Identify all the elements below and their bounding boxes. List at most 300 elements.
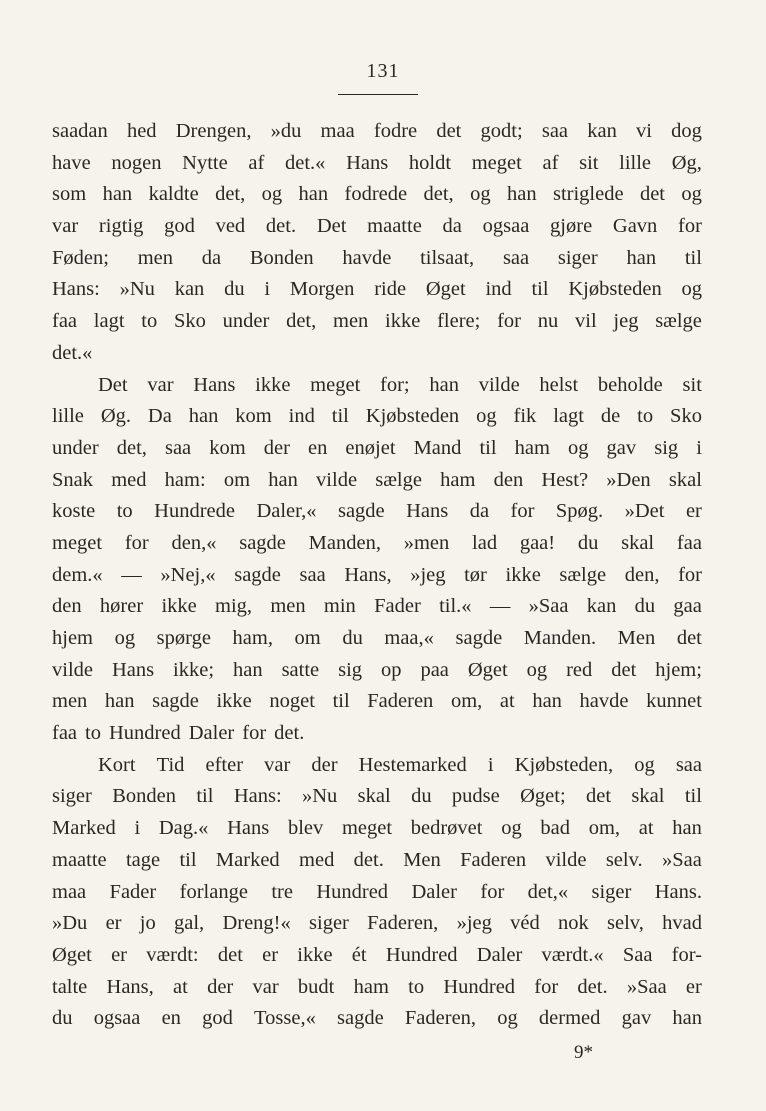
word: det bbox=[217, 943, 243, 966]
word: med bbox=[111, 468, 147, 491]
word: Øget bbox=[425, 278, 466, 301]
word: det.« bbox=[284, 151, 326, 174]
word: han bbox=[298, 183, 329, 206]
word: sagde bbox=[152, 690, 199, 713]
word: om, bbox=[450, 690, 483, 713]
word: »Nej,« bbox=[160, 563, 216, 586]
word: saa bbox=[164, 436, 192, 459]
word: han bbox=[104, 690, 135, 713]
word: »Nu bbox=[302, 785, 338, 808]
word: to bbox=[116, 500, 133, 523]
word: med bbox=[299, 848, 335, 871]
text-line bbox=[52, 908, 702, 940]
word: Hundred bbox=[385, 943, 458, 966]
word: Øg, bbox=[671, 151, 702, 174]
word: er bbox=[685, 500, 702, 523]
word: Dreng!« bbox=[222, 912, 291, 935]
word: gav bbox=[621, 1007, 652, 1030]
word: tage bbox=[125, 848, 161, 871]
word: Hundrede bbox=[154, 500, 235, 523]
word: sagde bbox=[239, 531, 286, 554]
word: god bbox=[164, 215, 195, 238]
word: bad bbox=[540, 817, 570, 840]
word: under bbox=[52, 436, 99, 459]
word: Hans, bbox=[106, 975, 154, 998]
word: han bbox=[268, 468, 298, 491]
word: Fader bbox=[374, 595, 421, 618]
word: ogsaa bbox=[93, 1007, 141, 1030]
text-line bbox=[52, 243, 702, 275]
text-line bbox=[52, 306, 702, 338]
word: hed bbox=[126, 120, 157, 142]
word: det. bbox=[353, 848, 384, 871]
word: sælge bbox=[375, 468, 422, 491]
word: er bbox=[111, 943, 128, 966]
word: rigtig bbox=[98, 215, 144, 238]
word: og bbox=[261, 183, 283, 206]
word: Nytte bbox=[182, 151, 228, 174]
word: »du bbox=[270, 120, 302, 142]
text-line bbox=[52, 718, 702, 750]
word: og bbox=[567, 436, 589, 459]
word: skal bbox=[631, 785, 665, 808]
word: Marked bbox=[52, 817, 116, 840]
word: red bbox=[566, 658, 593, 681]
word: hvad bbox=[662, 912, 702, 935]
word: striglede bbox=[552, 183, 624, 206]
word: Faderen bbox=[367, 690, 434, 713]
word: til bbox=[531, 278, 549, 301]
word: sig bbox=[654, 436, 679, 459]
word: maa bbox=[320, 120, 355, 142]
word: »Nu bbox=[119, 278, 155, 301]
word: Hans: bbox=[233, 785, 282, 808]
word: ikke bbox=[385, 310, 421, 333]
word: han bbox=[506, 183, 537, 206]
word: det. bbox=[274, 722, 305, 745]
word: meget bbox=[471, 151, 522, 174]
word: ind bbox=[288, 405, 315, 428]
word: Spøg. bbox=[555, 500, 604, 523]
word: meget bbox=[310, 373, 361, 396]
word: til bbox=[196, 785, 214, 808]
word: det bbox=[676, 627, 702, 649]
word: det bbox=[639, 183, 665, 206]
word: under bbox=[222, 310, 270, 333]
word: du bbox=[52, 1007, 73, 1030]
word: sit bbox=[682, 373, 702, 396]
word: Bonden bbox=[249, 246, 314, 269]
word: havde bbox=[579, 690, 629, 713]
word: for bbox=[534, 975, 559, 998]
word: gaa! bbox=[519, 531, 556, 554]
word: var bbox=[52, 215, 79, 238]
word: ikke bbox=[216, 690, 252, 713]
word: til bbox=[684, 246, 702, 269]
word: maa bbox=[52, 880, 87, 903]
word: Hans. bbox=[654, 880, 702, 903]
word: Dag.« bbox=[158, 817, 209, 840]
word: skal bbox=[621, 531, 655, 554]
word: ikke bbox=[297, 943, 333, 966]
word: helst bbox=[539, 373, 579, 396]
text-line bbox=[52, 338, 702, 370]
word: Kjøbsteden bbox=[568, 278, 662, 301]
text-line bbox=[52, 401, 702, 433]
word: kom bbox=[235, 405, 272, 428]
word: han bbox=[672, 817, 702, 840]
word: og bbox=[476, 405, 497, 428]
word: Det bbox=[316, 215, 347, 238]
word: Tosse,« bbox=[254, 1007, 316, 1030]
word: skal bbox=[668, 468, 702, 491]
word: værdt.« bbox=[541, 943, 604, 966]
word: to bbox=[141, 310, 158, 333]
word: sagde bbox=[337, 500, 385, 523]
word: Hundred bbox=[108, 722, 181, 745]
word: i bbox=[487, 753, 494, 776]
word: var bbox=[252, 975, 279, 998]
word: have bbox=[52, 151, 91, 174]
word: Øget bbox=[52, 943, 92, 966]
word: det, bbox=[423, 183, 454, 206]
word: skal bbox=[357, 785, 391, 808]
word: saa bbox=[502, 246, 530, 269]
text-line bbox=[52, 433, 702, 465]
word: Manden, bbox=[308, 531, 381, 554]
word: ogsaa bbox=[482, 215, 530, 238]
word: det, bbox=[215, 183, 246, 206]
word: Saa bbox=[622, 943, 653, 966]
word: men bbox=[52, 690, 88, 713]
word: er bbox=[262, 943, 279, 966]
word: nogen bbox=[111, 151, 162, 174]
word: som bbox=[52, 183, 87, 206]
word: »jeg bbox=[456, 912, 492, 935]
word: tre bbox=[271, 880, 293, 903]
word: var bbox=[264, 753, 291, 776]
word: en bbox=[161, 1007, 181, 1030]
word: »men bbox=[403, 531, 450, 554]
word: for bbox=[480, 880, 505, 903]
word: tilsaat, bbox=[420, 246, 475, 269]
word: gjøre bbox=[550, 215, 593, 238]
word: siger bbox=[52, 785, 92, 808]
word: den bbox=[52, 595, 82, 618]
word: sagde bbox=[455, 627, 503, 649]
word: for- bbox=[671, 943, 702, 966]
word: den,« bbox=[171, 531, 217, 554]
word: Øget; bbox=[520, 785, 566, 808]
word: jeg bbox=[613, 310, 639, 333]
word: vil bbox=[575, 310, 597, 333]
word: ikke; bbox=[173, 658, 215, 681]
word: faa bbox=[52, 722, 78, 745]
word: han bbox=[626, 246, 657, 269]
word: Daler,« bbox=[256, 500, 317, 523]
word: maatte bbox=[367, 215, 422, 238]
word: for bbox=[678, 215, 702, 238]
word: vilde bbox=[545, 848, 587, 871]
word: selv, bbox=[607, 912, 644, 935]
word: det.« bbox=[52, 341, 93, 364]
word: ham bbox=[440, 468, 476, 491]
word: Hest? bbox=[541, 468, 589, 491]
word: han bbox=[672, 1007, 702, 1030]
word: vilde bbox=[316, 468, 358, 491]
word: han bbox=[233, 658, 263, 681]
word: Daler bbox=[476, 943, 523, 966]
word: sælge bbox=[655, 310, 702, 333]
text-line bbox=[52, 560, 702, 592]
word: »Saa bbox=[626, 975, 667, 998]
word: Hans bbox=[346, 151, 389, 174]
word: du bbox=[411, 785, 432, 808]
word: du bbox=[342, 627, 363, 649]
word: sælge bbox=[559, 563, 607, 586]
word: Kort bbox=[98, 753, 136, 776]
word: lagt bbox=[93, 310, 125, 333]
word: lagt bbox=[553, 405, 584, 428]
word: kom bbox=[209, 436, 246, 459]
word: hjem bbox=[52, 627, 93, 649]
word: det bbox=[586, 785, 612, 808]
word: Føden; bbox=[52, 246, 109, 269]
word: holdt bbox=[408, 151, 452, 174]
text-line bbox=[52, 496, 702, 528]
word: meget bbox=[341, 817, 393, 840]
word: vi bbox=[636, 120, 652, 142]
word: god bbox=[202, 1007, 233, 1030]
signature-mark: 9* bbox=[574, 1042, 593, 1063]
word: han bbox=[188, 405, 219, 428]
word: for; bbox=[380, 373, 410, 396]
text-line bbox=[52, 370, 702, 402]
word: vilde bbox=[478, 373, 520, 396]
word: kan bbox=[586, 595, 617, 618]
word: godt; bbox=[480, 120, 523, 142]
word: Daler bbox=[411, 880, 457, 903]
word: flere; bbox=[437, 310, 481, 333]
text-line bbox=[52, 528, 702, 560]
text-line bbox=[52, 972, 702, 1004]
word: véd bbox=[510, 912, 540, 935]
word: Øg. bbox=[100, 405, 131, 428]
word: maatte bbox=[52, 848, 107, 871]
word: sagde bbox=[234, 563, 281, 586]
word: Faderen, bbox=[367, 912, 439, 935]
word: om bbox=[223, 468, 251, 491]
word: — bbox=[121, 563, 142, 586]
word: ét bbox=[351, 943, 367, 966]
word: og bbox=[681, 183, 702, 206]
word: »jeg bbox=[410, 563, 446, 586]
word: Men bbox=[403, 848, 441, 871]
word: til bbox=[331, 405, 349, 428]
word: til bbox=[479, 436, 497, 459]
word: koste bbox=[52, 500, 96, 523]
word: de bbox=[600, 405, 621, 428]
text-line bbox=[52, 274, 702, 306]
word: Hestemarked bbox=[358, 753, 467, 776]
text-line bbox=[52, 877, 702, 909]
text-line bbox=[52, 845, 702, 877]
word: og bbox=[497, 1007, 518, 1030]
word: der bbox=[207, 975, 234, 998]
word: to bbox=[85, 722, 101, 745]
word: fodrede bbox=[344, 183, 408, 206]
word: ride bbox=[374, 278, 407, 301]
text-line bbox=[52, 1003, 702, 1035]
word: du bbox=[224, 278, 245, 301]
word: men bbox=[137, 246, 173, 269]
word: er bbox=[685, 975, 702, 998]
text-line bbox=[52, 211, 702, 243]
word: til bbox=[684, 785, 702, 808]
word: Manden. bbox=[523, 627, 597, 649]
word: Øget bbox=[467, 658, 508, 681]
word: Hans bbox=[111, 658, 155, 681]
word: den bbox=[493, 468, 524, 491]
word: Hundred bbox=[316, 880, 389, 903]
word: Morgen bbox=[289, 278, 355, 301]
word: Hundred bbox=[443, 975, 516, 998]
word: og bbox=[501, 817, 522, 840]
word: at bbox=[173, 975, 188, 998]
word: af bbox=[542, 151, 559, 174]
word: saa bbox=[299, 563, 326, 586]
word: pudse bbox=[451, 785, 500, 808]
word: hører bbox=[99, 595, 144, 618]
word: siger bbox=[309, 912, 349, 935]
word: Tid bbox=[156, 753, 185, 776]
word: kaldte bbox=[148, 183, 199, 206]
word: vilde bbox=[52, 658, 93, 681]
word: ved bbox=[215, 215, 246, 238]
word: det, bbox=[286, 310, 317, 333]
word: ham bbox=[514, 436, 550, 459]
word: siger bbox=[591, 880, 632, 903]
word: kunnet bbox=[646, 690, 702, 713]
word: da bbox=[201, 246, 222, 269]
word: det. bbox=[265, 215, 297, 238]
word: saa bbox=[675, 753, 702, 776]
word: for bbox=[124, 531, 149, 554]
word: der bbox=[263, 436, 290, 459]
word: om, bbox=[588, 817, 621, 840]
word: noget bbox=[269, 690, 315, 713]
word: — bbox=[489, 595, 511, 618]
word: Hans bbox=[193, 373, 236, 396]
word: ham: bbox=[164, 468, 206, 491]
word: budt bbox=[297, 975, 335, 998]
word: og bbox=[526, 658, 548, 681]
word: Sko bbox=[670, 405, 702, 428]
word: og bbox=[634, 753, 655, 776]
word: selv. bbox=[605, 848, 643, 871]
word: »Du bbox=[52, 912, 88, 935]
text-line bbox=[52, 750, 702, 782]
word: nu bbox=[537, 310, 559, 333]
word: var bbox=[147, 373, 174, 396]
word: dem.« bbox=[52, 563, 103, 586]
word: gav bbox=[606, 436, 637, 459]
word: op bbox=[380, 658, 402, 681]
word: det, bbox=[116, 436, 147, 459]
page-number-rule bbox=[338, 94, 418, 95]
page-number: 131 bbox=[366, 60, 400, 82]
word: Daler bbox=[188, 722, 235, 745]
word: en bbox=[308, 436, 328, 459]
word: der bbox=[311, 753, 338, 776]
word: Kjøbsteden bbox=[365, 405, 460, 428]
word: min bbox=[323, 595, 356, 618]
word: til bbox=[332, 690, 350, 713]
word: paa bbox=[420, 658, 449, 681]
word: at bbox=[499, 690, 515, 713]
word: at bbox=[638, 817, 654, 840]
text-line bbox=[52, 940, 702, 972]
word: det,« bbox=[527, 880, 569, 903]
word: han bbox=[102, 183, 133, 206]
word: spørge bbox=[156, 627, 211, 649]
word: gal, bbox=[174, 912, 205, 935]
word: for bbox=[242, 722, 267, 745]
word: mig, bbox=[215, 595, 253, 618]
text-line bbox=[52, 465, 702, 497]
word: Hans: bbox=[52, 278, 100, 301]
word: Da bbox=[147, 405, 172, 428]
word: til.« bbox=[439, 595, 472, 618]
word: enøjet bbox=[345, 436, 396, 459]
word: du bbox=[577, 531, 599, 554]
word: talte bbox=[52, 975, 88, 998]
word: lille bbox=[52, 405, 84, 428]
word: han bbox=[429, 373, 459, 396]
word: »Den bbox=[606, 468, 651, 491]
word: lad bbox=[472, 531, 498, 554]
word: for bbox=[497, 310, 521, 333]
word: Snak bbox=[52, 468, 93, 491]
word: Gavn bbox=[612, 215, 658, 238]
word: to bbox=[637, 405, 654, 428]
word: »Saa bbox=[662, 848, 702, 871]
word: ind bbox=[485, 278, 512, 301]
word: faa bbox=[52, 310, 78, 333]
text-line bbox=[52, 179, 702, 211]
word: og bbox=[114, 627, 136, 649]
word: men bbox=[333, 310, 369, 333]
word: for bbox=[678, 563, 702, 586]
word: det bbox=[436, 120, 462, 142]
word: beholde bbox=[597, 373, 663, 396]
word: af bbox=[248, 151, 265, 174]
word: Fader bbox=[109, 880, 157, 903]
word: er bbox=[105, 912, 122, 935]
word: Marked bbox=[215, 848, 280, 871]
word: nok bbox=[558, 912, 589, 935]
word: »Det bbox=[624, 500, 665, 523]
word: sig bbox=[338, 658, 363, 681]
word: værdt: bbox=[146, 943, 199, 966]
text-block bbox=[52, 116, 702, 1035]
word: ham, bbox=[232, 627, 273, 649]
word: tør bbox=[464, 563, 487, 586]
word: da bbox=[469, 500, 490, 523]
word: hjem; bbox=[655, 658, 702, 681]
text-line bbox=[52, 591, 702, 623]
text-line bbox=[52, 116, 702, 148]
